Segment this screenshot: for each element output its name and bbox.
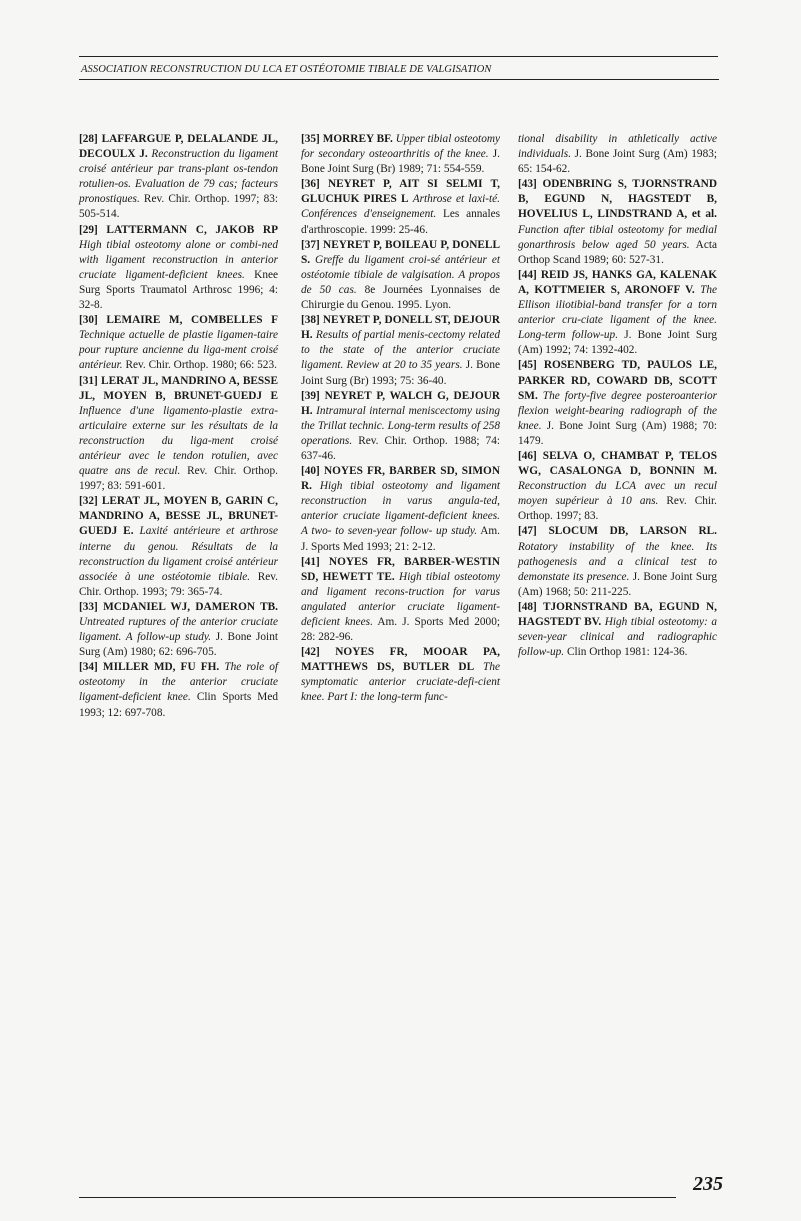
reference-entry <box>301 177 500 237</box>
reference-entry <box>518 132 717 177</box>
reference-authors: [43] ODENBRING S, TJORNSTRAND B, EGUND N, HAGSTEDT B, HOVELIUS L, LINDSTRAND A, et al. <box>518 178 717 221</box>
reference-entry <box>301 132 500 177</box>
references-column-1 <box>79 132 278 721</box>
reference-entry <box>301 464 500 555</box>
reference-title: High tibial osteotomy and ligament reconstruction in varus angula-ted, anterior cruciate ligament-deficient knees. A two- to seven-year follow- up study. <box>301 480 500 538</box>
reference-authors: [29] LATTERMANN C, JAKOB RP <box>79 223 278 236</box>
reference-source: J. Bone Joint Surg (Br) 1993; 75: 36-40. <box>301 359 500 387</box>
reference-entry <box>79 600 278 660</box>
reference-entry <box>518 358 717 449</box>
reference-authors: [33] MCDANIEL WJ, DAMERON TB. <box>79 600 278 613</box>
reference-title: Reconstruction du LCA avec un recul moyen supérieur à 10 ans. <box>518 480 717 508</box>
reference-authors: [42] NOYES FR, MOOAR PA, MATTHEWS DS, BUTLER DL <box>301 646 500 674</box>
reference-authors: [32] LERAT JL, MOYEN B, GARIN C, MANDRINO A, BESSE JL, BRUNET-GUEDJ E. <box>79 495 278 538</box>
reference-source: J. Bone Joint Surg (Am) 1968; 50: 211-225. <box>518 570 717 598</box>
reference-source: J. Bone Joint Surg (Am) 1983; 65: 154-62. <box>518 148 718 176</box>
reference-authors: [44] REID JS, HANKS GA, KALENAK A, KOTTMEIER S, ARONOFF V. <box>518 268 717 296</box>
reference-title: Untreated ruptures of the anterior cruciate ligament. A follow-up study. <box>79 616 278 644</box>
reference-source: Rev. Chir. Orthop. 1993; 79: 365-74. <box>79 570 278 598</box>
reference-source: 8e Journées Lyonnaises de Chirurgie du Genou. 1995. Lyon. <box>301 283 501 312</box>
reference-source: Rev. Chir. Orthop. 1980; 66: 523. <box>125 359 277 372</box>
reference-authors: [46] SELVA O, CHAMBAT P, TELOS WG, CASALONGA D, BONNIN M. <box>518 449 717 478</box>
reference-title: Upper tibial osteotomy for secondary osteoarthritis of the knee. <box>301 133 501 161</box>
reference-authors: [31] LERAT JL, MANDRINO A, BESSE JL, MOYEN B, BRUNET-GUEDJ E <box>79 374 278 402</box>
reference-title: The symptomatic anterior cruciate-defi-cient knee. Part I: the long-term func- <box>301 661 500 704</box>
reference-source: Rev. Chir. Orthop. 1997; 83: 591-601. <box>79 465 278 493</box>
reference-title: Laxité antérieure et arthrose interne du genou. Résultats de la reconstruction du ligament croisé antérieur associée à une ostéotomie tibiale. <box>79 525 278 583</box>
reference-source: Knee Surg Sports Traumatol Arthrosc 1996; 4: 32-8. <box>79 268 279 312</box>
reference-source: Am. J. Sports Med 2000; 28: 282-96. <box>301 616 500 644</box>
references-column-3 <box>518 132 717 660</box>
reference-source: Clin Sports Med 1993; 12: 697-708. <box>79 691 278 719</box>
reference-entry <box>518 268 717 359</box>
reference-authors: [38] NEYRET P, DONELL ST, DEJOUR H. <box>301 314 500 342</box>
reference-authors: [35] MORREY BF. <box>301 133 393 145</box>
reference-entry <box>518 449 717 524</box>
reference-entry <box>79 660 278 720</box>
reference-entry <box>79 223 278 314</box>
reference-authors: [48] TJORNSTRAND BA, EGUND N, HAGSTEDT BV. <box>518 600 717 628</box>
reference-entry <box>518 177 717 268</box>
running-head: ASSOCIATION RECONSTRUCTION DU LCA ET OSTÉOTOMIE TIBIALE DE VALGISATION <box>81 64 492 75</box>
references-column-2 <box>301 132 500 706</box>
reference-source: Am. J. Sports Med 1993; 21: 2-12. <box>301 525 500 553</box>
reference-entry <box>301 645 500 705</box>
reference-authors: [41] NOYES FR, BARBER-WESTIN SD, HEWETT TE. <box>301 555 500 583</box>
reference-source: J. Bone Joint Surg (Am) 1992; 74: 1392-402. <box>518 329 717 357</box>
footer-rule <box>79 1197 676 1198</box>
reference-source: J. Bone Joint Surg (Br) 1989; 71: 554-559. <box>301 148 500 176</box>
reference-title: The Ellison iliotibial-band transfer for a torn anterior cru-ciate ligament of the knee. Long-term follow-up. <box>518 283 718 342</box>
reference-authors: [36] NEYRET P, AIT SI SELMI T, GLUCHUK PIRES L <box>301 178 500 206</box>
reference-authors: [34] MILLER MD, FU FH. <box>79 661 220 674</box>
reference-entry <box>79 494 278 600</box>
reference-authors: [30] LEMAIRE M, COMBELLES F <box>79 314 278 327</box>
reference-title: Influence d'une ligamento-plastie extra-articulaire externe sur les résultats de la reconstruction du liga-ment croisé antérieur avec le tendon rotulien, avec quatre ans de recul. <box>79 404 278 478</box>
reference-authors: [40] NOYES FR, BARBER SD, SIMON R. <box>301 465 500 493</box>
reference-source: Rev. Chir. Orthop. 1997; 83: 505-514. <box>79 193 279 221</box>
reference-authors: [39] NEYRET P, WALCH G, DEJOUR H. <box>301 389 500 417</box>
reference-entry <box>518 524 717 599</box>
reference-entry <box>79 313 278 373</box>
reference-entry <box>79 374 278 495</box>
reference-title: Technique actuelle de plastie ligamen-taire pour rupture ancienne du liga-ment croisé antérieur. <box>79 329 278 372</box>
reference-authors: [28] LAFFARGUE P, DELALANDE JL, DECOULX J. <box>79 133 278 161</box>
reference-entry <box>301 389 500 464</box>
reference-title: Results of partial menis-cectomy related to the state of the anterior cruciate ligament. Review at 20 to 35 years. <box>301 329 500 372</box>
reference-source: Acta Orthop Scand 1989; 60: 527-31. <box>518 238 717 266</box>
reference-authors: [47] SLOCUM DB, LARSON RL. <box>518 525 717 538</box>
reference-title: Intramural internal meniscectomy using the Trillat technic. Long-term results of 258 operations. <box>301 404 500 447</box>
reference-authors: [37] NEYRET P, BOILEAU P, DONELL S. <box>301 238 500 266</box>
reference-authors: [45] ROSENBERG TD, PAULOS LE, PARKER RD, COWARD DB, SCOTT SM. <box>518 359 717 402</box>
reference-entry <box>79 132 278 223</box>
reference-source: Rev. Chir. Orthop. 1997; 83. <box>518 495 717 523</box>
reference-title: The forty-five degree posteroanterior flexion weight-bearing radiograph of the knee. <box>518 389 717 432</box>
reference-source: Clin Orthop 1981: 124-36. <box>566 646 688 659</box>
header-rule <box>79 79 719 80</box>
reference-title: Function after tibial osteotomy for medial gonarthrosis below aged 50 years. <box>518 223 717 251</box>
reference-source: J. Bone Joint Surg (Am) 1988; 70: 1479. <box>518 419 718 447</box>
reference-source: Les annales d'arthroscopie. 1999: 25-46. <box>301 208 500 236</box>
reference-entry <box>301 313 500 388</box>
reference-entry <box>301 238 500 313</box>
reference-title: Arthrose et laxi-té. Conférences d'enseignement. <box>301 193 500 221</box>
reference-title: The role of osteotomy in the anterior cruciate ligament-deficient knee. <box>79 661 278 704</box>
reference-entry <box>301 555 500 646</box>
reference-title: Rotatory instability of the knee. Its pathogenesis and a clinical test to demonstate its presence. <box>518 540 717 583</box>
reference-source: Rev. Chir. Orthop. 1988; 74: 637-46. <box>301 434 500 462</box>
reference-title: Greffe du ligament croi-sé antérieur et ostéotomie tibiale de valgisation. A propos de 50 cas. <box>301 253 500 296</box>
page-number: 235 <box>693 1173 723 1195</box>
reference-title: High tibial osteotomy and ligament recons-truction for varus angulated anterior cruciate ligament-deficient knees. <box>301 570 501 628</box>
reference-title: High tibial osteotomy alone or combi-ned with ligament reconstruction in anterior cruciate ligament-deficient knees. <box>79 238 278 281</box>
reference-entry <box>518 600 717 660</box>
reference-title: High tibial osteotomy: a seven-year clinical and radiographic follow-up. <box>518 616 717 659</box>
reference-source: J. Bone Joint Surg (Am) 1980; 62: 696-705. <box>79 631 278 659</box>
reference-title: tional disability in athletically active individuals. <box>518 133 717 161</box>
reference-title: Reconstruction du ligament croisé antérieur par trans-plant os-tendon rotulien-os. Evaluation de 79 cas; facteurs pronostiques. <box>79 148 278 206</box>
top-rule <box>79 56 718 57</box>
